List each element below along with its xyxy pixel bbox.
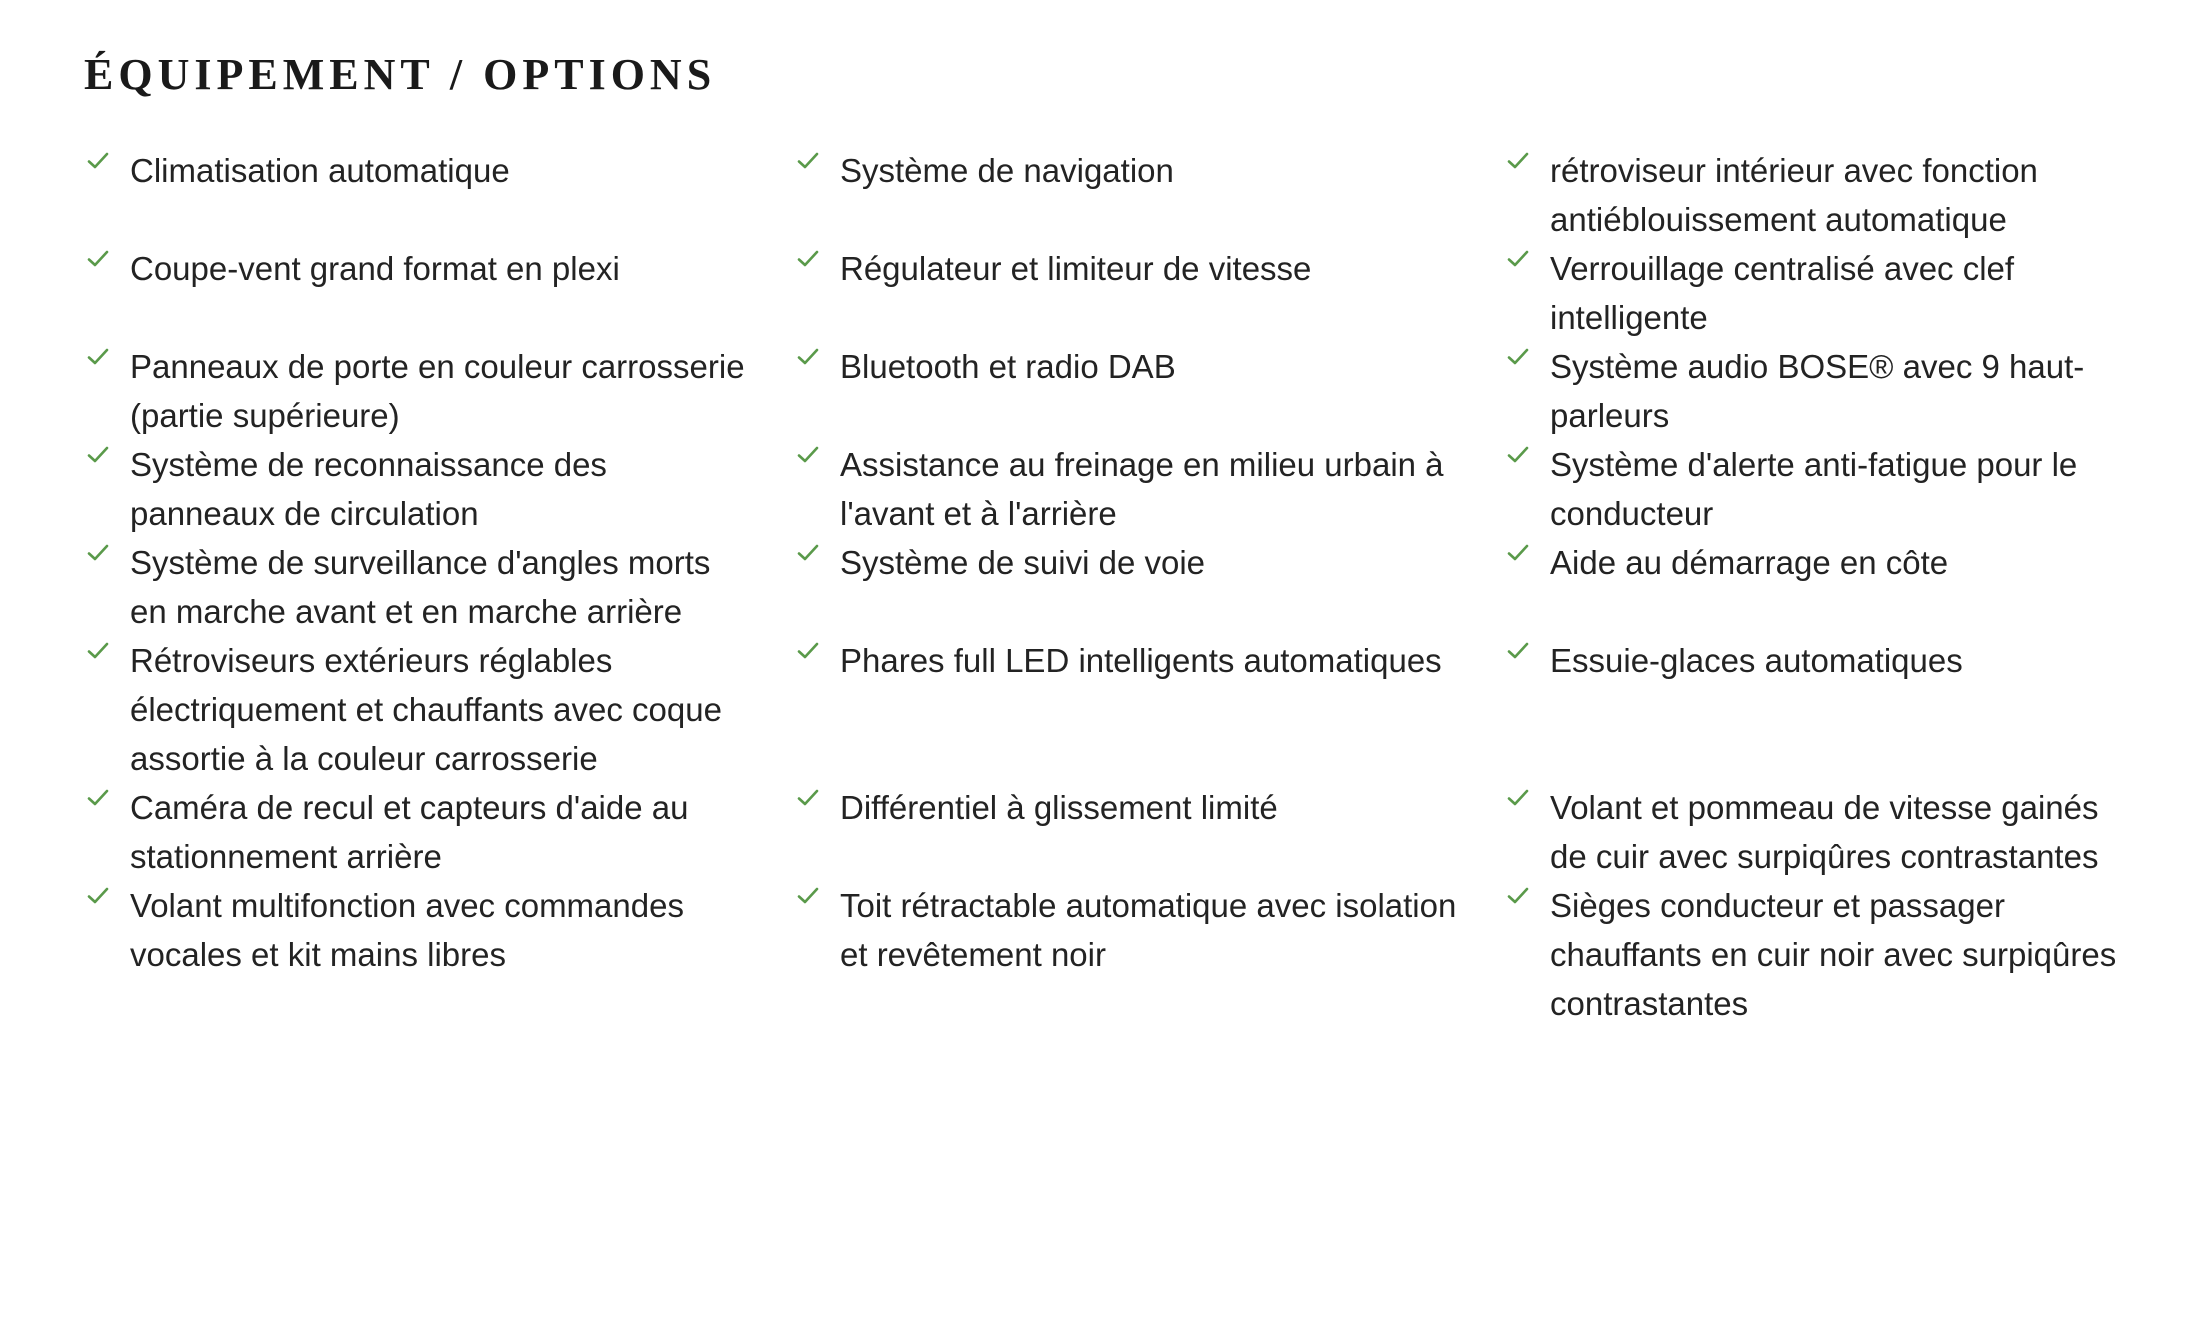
check-icon [1504, 783, 1550, 832]
equipment-item [794, 881, 1504, 1028]
equipment-item [794, 636, 1504, 783]
check-icon [84, 636, 130, 685]
equipment-item [84, 636, 794, 783]
equipment-item [84, 244, 794, 342]
equipment-item-label: Essuie-glaces automatiques [1550, 642, 1963, 679]
check-icon [794, 538, 840, 587]
equipment-item-label: Différentiel à glissement limité [840, 789, 1278, 826]
equipment-item-label: Système de suivi de voie [840, 544, 1206, 581]
equipment-item-label: Coupe-vent grand format en plexi [130, 250, 620, 287]
check-icon [84, 244, 130, 293]
equipment-item-label: Bluetooth et radio DAB [840, 348, 1176, 385]
equipment-item [1504, 146, 2144, 244]
check-icon [1504, 440, 1550, 489]
equipment-item [794, 538, 1504, 636]
equipment-item-label: Volant et pommeau de vitesse gainés de cuir avec surpiqûres contrastantes [1550, 789, 2099, 875]
check-icon [1504, 342, 1550, 391]
equipment-item [794, 342, 1504, 440]
equipment-item-label: Volant multifonction avec commandes vocales et kit mains libres [130, 887, 684, 973]
equipment-item [794, 244, 1504, 342]
check-icon [794, 342, 840, 391]
check-icon [794, 244, 840, 293]
equipment-item [84, 146, 794, 244]
equipment-item-label: Système de surveillance d'angles morts en marche avant et en marche arrière [130, 544, 711, 630]
equipment-item-label: Système audio BOSE® avec 9 haut-parleurs [1550, 348, 2085, 434]
check-icon [794, 440, 840, 489]
check-icon [1504, 636, 1550, 685]
equipment-item [84, 342, 794, 440]
check-icon [1504, 881, 1550, 930]
equipment-item-label: Sièges conducteur et passager chauffants en cuir noir avec surpiqûres contrastantes [1550, 887, 2117, 1022]
check-icon [794, 783, 840, 832]
check-icon [84, 146, 130, 195]
equipment-item [1504, 636, 2144, 783]
equipment-item-label: Verrouillage centralisé avec clef intelligente [1550, 250, 2015, 336]
equipment-item [84, 440, 794, 538]
equipment-item-label: Rétroviseurs extérieurs réglables électriquement et chauffants avec coque assortie à la couleur carrosserie [130, 642, 722, 777]
equipment-item [1504, 538, 2144, 636]
equipment-item [794, 783, 1504, 881]
equipment-item [794, 146, 1504, 244]
equipment-item-label: Aide au démarrage en côte [1550, 544, 1949, 581]
equipment-list [84, 146, 2120, 1028]
equipment-item [794, 440, 1504, 538]
equipment-item-label: Phares full LED intelligents automatiques [840, 642, 1442, 679]
equipment-item-label: Système de reconnaissance des panneaux de circulation [130, 446, 607, 532]
equipment-item-label: Caméra de recul et capteurs d'aide au stationnement arrière [130, 789, 689, 875]
check-icon [84, 440, 130, 489]
check-icon [794, 146, 840, 195]
check-icon [1504, 146, 1550, 195]
page-title: ÉQUIPEMENT / OPTIONS [84, 50, 717, 99]
check-icon [84, 342, 130, 391]
equipment-item [84, 881, 794, 1028]
check-icon [84, 881, 130, 930]
equipment-item-label: Assistance au freinage en milieu urbain à l'avant et à l'arrière [840, 446, 1444, 532]
equipment-item [1504, 783, 2144, 881]
equipment-item [1504, 440, 2144, 538]
equipment-item [1504, 881, 2144, 1028]
check-icon [1504, 244, 1550, 293]
equipment-item-label: Système de navigation [840, 152, 1174, 189]
equipment-item [84, 538, 794, 636]
equipment-item [1504, 342, 2144, 440]
equipment-item-label: Régulateur et limiteur de vitesse [840, 250, 1312, 287]
check-icon [84, 538, 130, 587]
equipment-item-label: Climatisation automatique [130, 152, 510, 189]
check-icon [1504, 538, 1550, 587]
equipment-item-label: Système d'alerte anti-fatigue pour le conducteur [1550, 446, 2078, 532]
check-icon [84, 783, 130, 832]
equipment-item-label: Toit rétractable automatique avec isolation et revêtement noir [840, 887, 1457, 973]
check-icon [794, 881, 840, 930]
equipment-item-label: Panneaux de porte en couleur carrosserie (partie supérieure) [130, 348, 745, 434]
equipment-item [84, 783, 794, 881]
equipment-item [1504, 244, 2144, 342]
equipment-item-label: rétroviseur intérieur avec fonction antiéblouissement automatique [1550, 152, 2038, 238]
check-icon [794, 636, 840, 685]
